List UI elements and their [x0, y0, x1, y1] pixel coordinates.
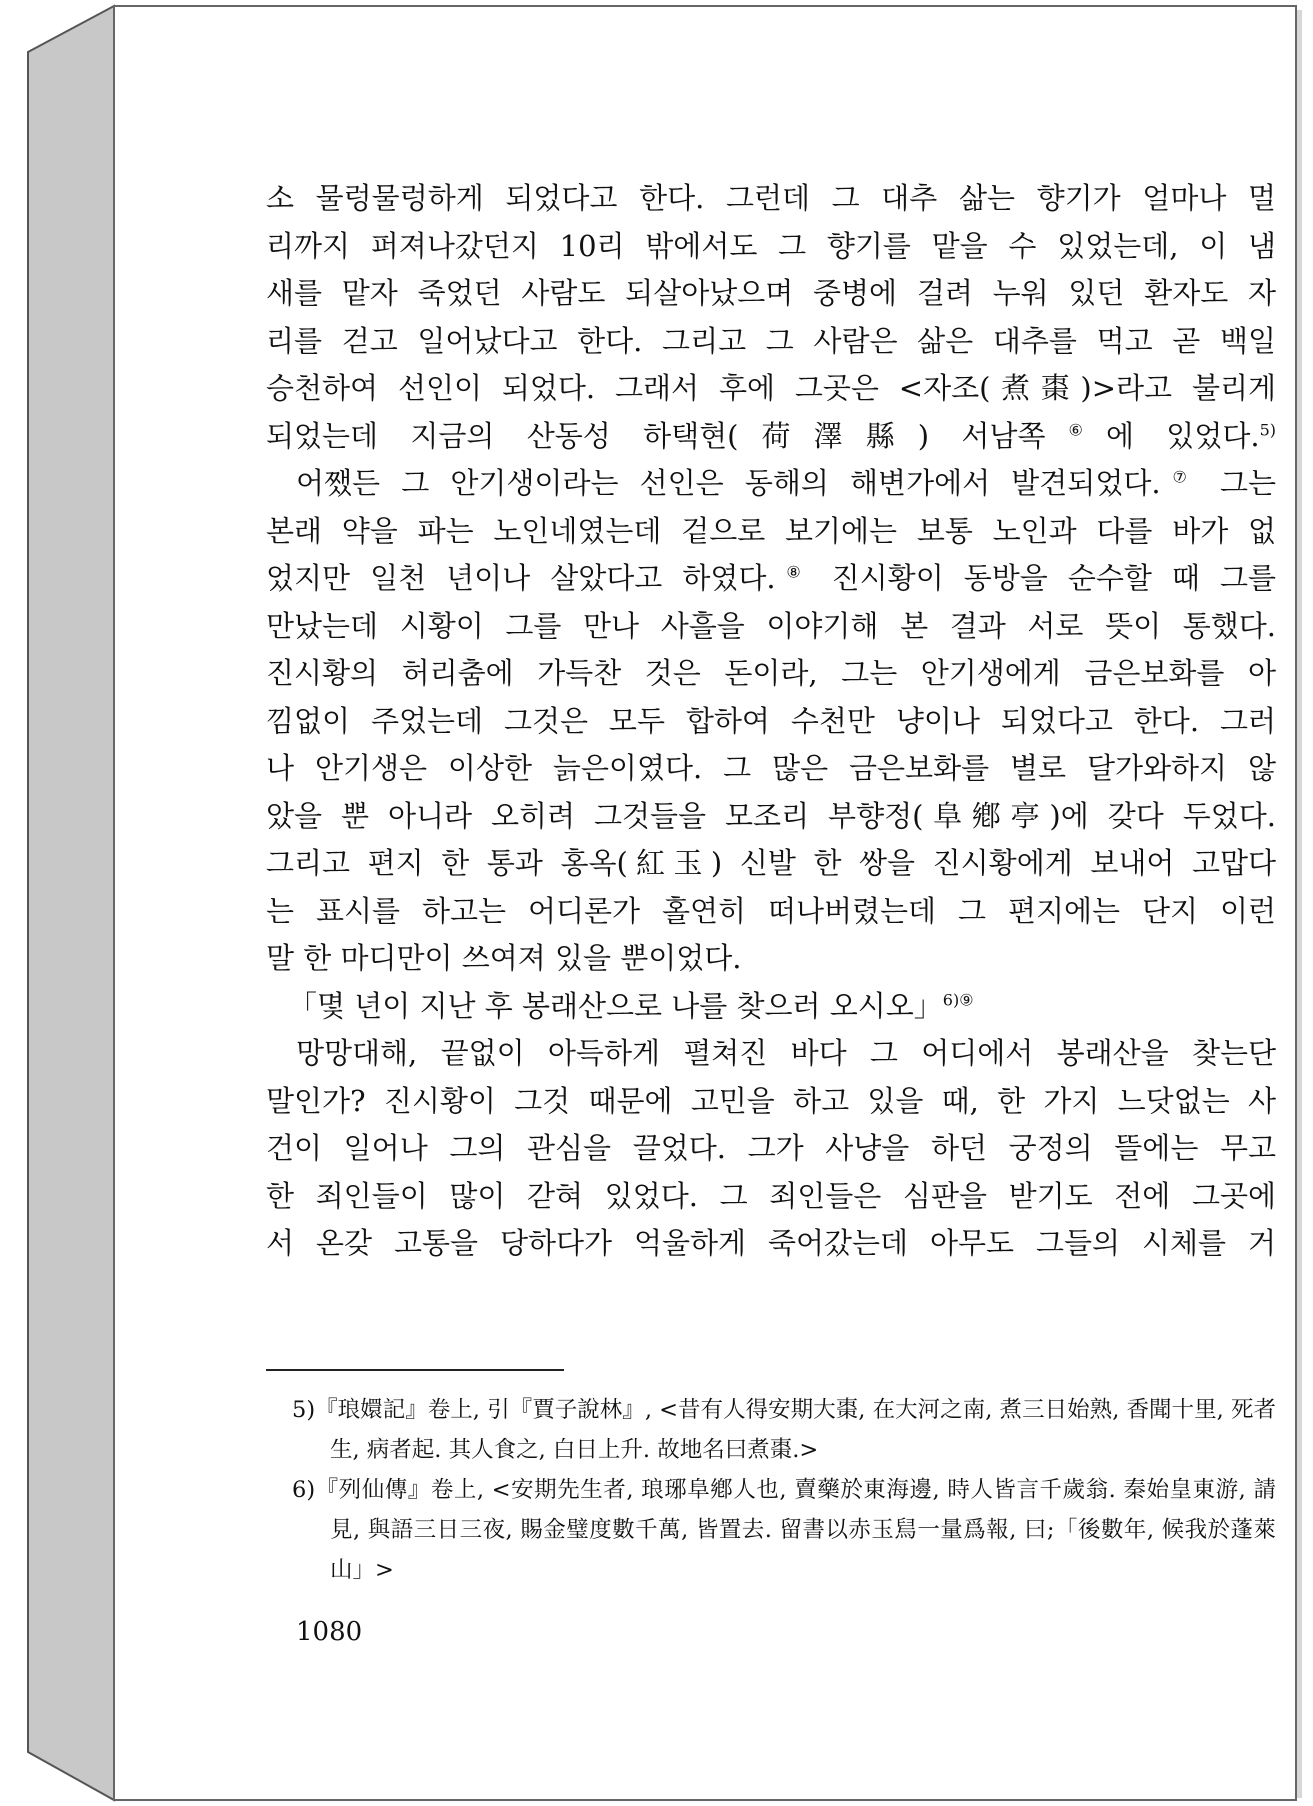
text-line: 만났는데 시황이 그를 만나 사흘을 이야기해 본 결과 서로 뜻이 통했다. [266, 608, 1276, 643]
footnotes [292, 1390, 1276, 1590]
quoted-line [266, 983, 1276, 1031]
text-segment: 어쨌든 그 안기생이라는 선인은 동해의 해변가에서 발견되었다. [296, 466, 1161, 500]
text-segment: 진시황이 동방을 순수할 때 그를 [811, 561, 1276, 595]
text-line [266, 555, 1276, 603]
text-line: 그리고 편지 한 통과 홍옥(紅玉) 신발 한 쌍을 진시황에게 보내어 고맙다 [266, 846, 1276, 880]
text-line: 건이 일어나 그의 관심을 끌었다. 그가 사냥을 하던 궁정의 뜰에는 무고 [266, 1131, 1276, 1165]
note-mark-circled-7: ⑦ [1160, 467, 1199, 487]
text-segment: 었지만 일천 년이나 살았다고 하였다. [266, 561, 776, 595]
footnote-6: 6)『列仙傳』卷上, <安期先生者, 琅琊阜鄕人也, 賣藥於東海邊, 時人皆言千歲翁. 秦始皇東游, 請見, 與語三日三夜, 賜金璧度數千萬, 皆置去. 留書以赤玉舃一量爲報, 曰;「後數年, 候我於蓬萊山」> [292, 1477, 1276, 1583]
footnote-ref-5: 5) [1259, 419, 1276, 439]
text-line: 리를 걷고 일어났다고 한다. 그리고 그 사람은 삶은 대추를 먹고 곧 백일 [266, 323, 1276, 358]
footnote-5: 5)『琅嬛記』卷上, 引『賈子說林』, <昔有人得安期大棗, 在大河之南, 煮三日始熟, 香聞十里, 死者生, 病者起. 其人食之, 白日上升. 故地名曰煮棗.> [292, 1397, 1276, 1463]
text-line: 말 한 마디만이 쓰여져 있을 뿐이었다. [266, 941, 742, 975]
text-segment: 그는 [1198, 466, 1276, 500]
text-line: 말인가? 진시황이 그것 때문에 고민을 하고 있을 때, 한 가지 느닷없는 사 [266, 1083, 1276, 1118]
footnote-divider [266, 1369, 564, 1371]
text-segment: 「몇 년이 지난 후 봉래산으로 나를 찾으러 오시오」 [288, 988, 943, 1023]
book-spine [28, 6, 114, 1800]
text-line: 서 온갖 고통을 당하다가 억울하게 죽어갔는데 아무도 그들의 시체를 거 [266, 1226, 1276, 1260]
text-line: 리까지 퍼져나갔던지 10리 밖에서도 그 향기를 맡을 수 있었는데, 이 냄 [266, 228, 1276, 263]
note-mark-circled-6: ⑥ [1045, 419, 1106, 439]
text-line: 승천하여 선인이 되었다. 그래서 후에 그곳은 <자조(煮棗)>라고 불리게 [266, 371, 1276, 405]
note-mark-circled-8: ⑧ [775, 562, 812, 582]
text-line: 진시황의 허리춤에 가득찬 것은 돈이라, 그는 안기생에게 금은보화를 아 [266, 656, 1276, 690]
text-line: 소 물렁물렁하게 되었다고 한다. 그런데 그 대추 삶는 향기가 얼마나 멀 [266, 181, 1276, 215]
text-line [266, 413, 1276, 461]
text-line: 낌없이 주었는데 그것은 모두 합하여 수천만 냥이나 되었다고 한다. 그러 [266, 703, 1276, 738]
text-line: 는 표시를 하고는 어디론가 홀연히 떠나버렸는데 그 편지에는 단지 이런 [266, 893, 1276, 928]
text-segment: 되었는데 지금의 산동성 하택현(荷澤縣) 서남쪽 [266, 418, 1046, 453]
body-text [266, 175, 1276, 1268]
page-number: 1080 [296, 1617, 363, 1647]
note-mark-circled-9: ⑨ [959, 989, 974, 1009]
text-line: 망망대해, 끝없이 아득하게 펼쳐진 바다 그 어디에서 봉래산을 찾는단 [296, 1036, 1276, 1070]
text-line: 한 죄인들이 많이 갇혀 있었다. 그 죄인들은 심판을 받기도 전에 그곳에 [266, 1178, 1276, 1213]
text-line: 았을 뿐 아니라 오히려 그것들을 모조리 부향정(阜鄕亭)에 갖다 두었다. [266, 798, 1276, 833]
text-segment: 에 있었다. [1105, 418, 1260, 453]
text-line [266, 460, 1276, 508]
text-line: 나 안기생은 이상한 늙은이였다. 그 많은 금은보화를 별로 달가와하지 않 [266, 751, 1276, 785]
footnote-ref-6: 6) [942, 989, 960, 1009]
text-line: 새를 맡자 죽었던 사람도 되살아났으며 중병에 걸려 누워 있던 환자도 자 [266, 276, 1276, 310]
book-page [118, 12, 1298, 1796]
text-line: 본래 약을 파는 노인네였는데 겉으로 보기에는 보통 노인과 다를 바가 없 [266, 513, 1276, 548]
